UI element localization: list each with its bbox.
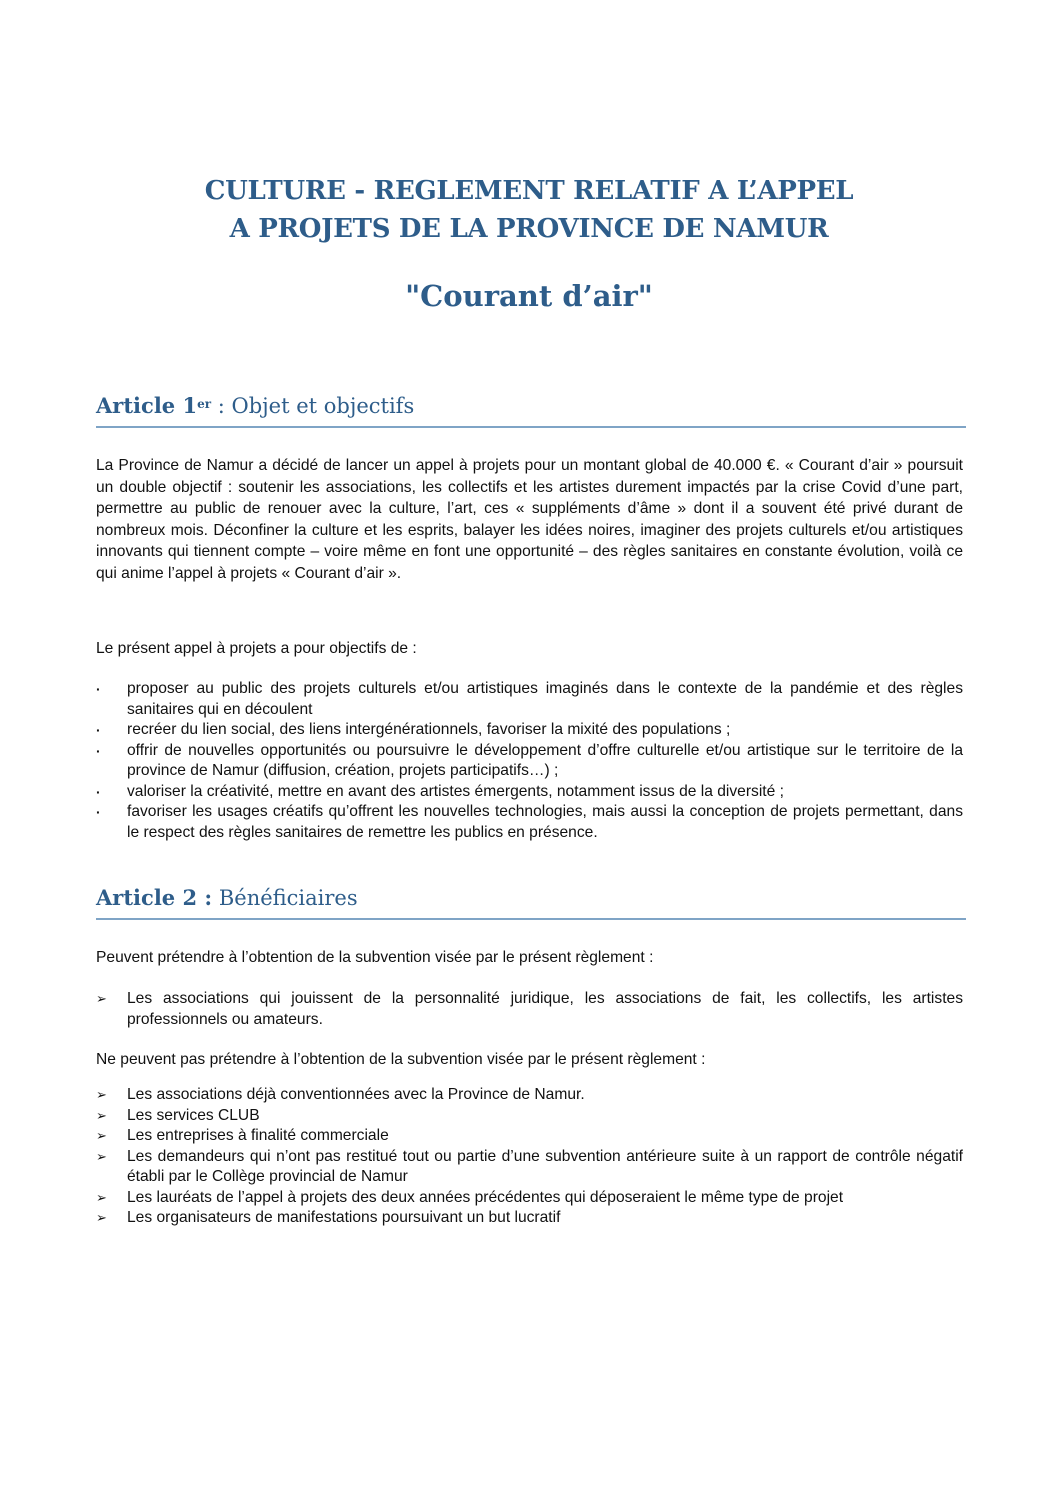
bullet-icon: · (96, 783, 101, 800)
objective-item (96, 741, 963, 782)
article-1-number: Article 1er (96, 393, 212, 418)
article-1-superscript: er (197, 397, 212, 411)
bullet-icon: ➢ (96, 1128, 107, 1143)
objective-item-text: recréer du lien social, des liens intergénérationnels, favoriser la mixité des populations ; (127, 721, 731, 738)
ineligible-item (96, 1147, 963, 1188)
ineligible-item-text: Les organisateurs de manifestations poursuivant un but lucratif (127, 1209, 561, 1226)
bullet-icon: · (96, 742, 101, 759)
ineligible-item-text: Les demandeurs qui n’ont pas restitué tout ou partie d’une subvention antérieure suite à un rapport de contrôle négatif établi par le Collège provincial de Namur (127, 1147, 963, 1185)
objective-item-text: offrir de nouvelles opportunités ou poursuivre le développement d’offre culturelle et/ou artistique sur le territoire de la province de Namur (diffusion, création, projets participatifs…) ; (127, 741, 963, 779)
ineligible-item-text: Les entreprises à finalité commerciale (127, 1127, 389, 1144)
article-2-ineligible-list (96, 1085, 963, 1229)
bullet-icon: · (96, 804, 101, 820)
objective-item (96, 720, 963, 741)
article-1-intro-paragraph: La Province de Namur a décidé de lancer un appel à projets pour un montant global de 40.000 €. « Courant d’air » poursuit un double objectif : soutenir les associations, les collectifs et les artistes durement impactés par la crise Covid d’une part, permettre au public de renouer avec la culture, l’art, ces « suppléments d’âme » dont il a souvent été privé durant de nombreux mois. Déconfiner la culture et les esprits, balayer les idées noires, imaginer des projets culturels et/ou artistiques innovants qui tiennent compte – voire même en font une opportunité – des règles sanitaires en constante évolution, voilà ce qui anime l’appel à projets « Courant d’air ». (96, 457, 963, 582)
ineligible-item (96, 1126, 963, 1147)
article-2-heading (96, 884, 966, 920)
article-1-title: : Objet et objectifs (211, 394, 415, 418)
eligible-item (96, 989, 963, 1030)
article-2-title: Bénéficiaires (212, 886, 358, 910)
bullet-icon: ➢ (96, 991, 107, 1006)
eligible-item-text: Les associations qui jouissent de la personnalité juridique, les associations de fait, les collectifs, les artistes professionnels ou amateurs. (127, 990, 963, 1028)
objective-item (96, 802, 963, 843)
article-1-objectives-lead: Le présent appel à projets a pour objectifs de : (96, 640, 417, 657)
objective-item (96, 679, 963, 720)
article-1-heading (96, 392, 966, 428)
bullet-icon: ➢ (96, 1087, 107, 1102)
ineligible-item-text: Les services CLUB (127, 1106, 260, 1124)
bullet-icon: ➢ (96, 1210, 107, 1225)
ineligible-item-text: Les lauréats de l’appel à projets des deux années précédentes qui déposeraient le même type de projet (127, 1188, 844, 1206)
article-1-objectives-list (96, 679, 963, 843)
article-2-ineligible-lead: Ne peuvent pas prétendre à l’obtention de la subvention visée par le présent règlement : (96, 1051, 706, 1068)
ineligible-item (96, 1208, 963, 1229)
article-2-eligible-lead: Peuvent prétendre à l’obtention de la subvention visée par le présent règlement : (96, 949, 654, 966)
bullet-icon: · (96, 681, 101, 697)
document-title-line-2: A PROJETS DE LA PROVINCE DE NAMUR (229, 214, 829, 244)
bullet-icon: ➢ (96, 1148, 107, 1164)
article-2-number: Article 2 : (96, 885, 213, 910)
bullet-icon: · (96, 722, 101, 738)
document-subtitle: "Courant d’air" (405, 279, 653, 313)
objective-item-text: proposer au public des projets culturels et/ou artistiques imaginés dans le contexte de la pandémie et des règles sanitaires qui en découlent (127, 680, 963, 718)
ineligible-item (96, 1106, 963, 1127)
ineligible-item (96, 1188, 963, 1209)
bullet-icon: ➢ (96, 1189, 107, 1205)
objective-item (96, 782, 963, 803)
ineligible-item (96, 1085, 963, 1106)
document-title-line-1: CULTURE - REGLEMENT RELATIF A L’APPEL (204, 176, 854, 206)
objective-item-text: favoriser les usages créatifs qu’offrent les nouvelles technologies, mais aussi la conception de projets permettant, dans le respect des règles sanitaires de remettre les publics en présence. (127, 803, 963, 841)
ineligible-item-text: Les associations déjà conventionnées avec la Province de Namur. (127, 1086, 585, 1103)
objective-item-text: valoriser la créativité, mettre en avant des artistes émergents, notamment issus de la diversité ; (127, 782, 784, 800)
bullet-icon: ➢ (96, 1107, 107, 1123)
document-title (0, 172, 1058, 248)
article-2-eligible-list (96, 989, 963, 1030)
